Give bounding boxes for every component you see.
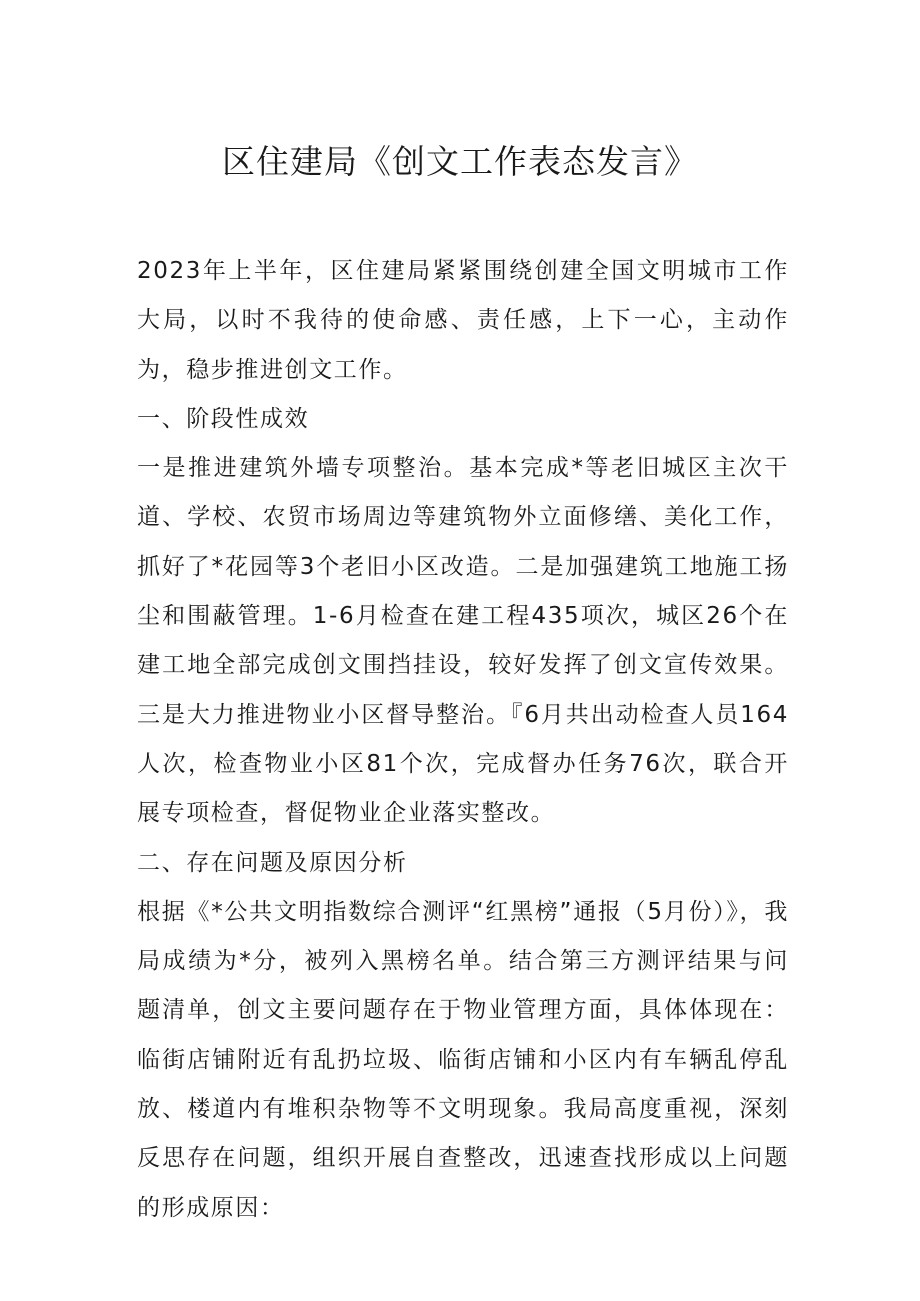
document-title: 区住建局《创文工作表态发言》 xyxy=(222,142,698,181)
achievements-paragraph: 一是推进建筑外墙专项整治。基本完成*等老旧城区主次干道、学校、农贸市场周边等建筑物外立面修缮、美化工作，抓好了*花园等3个老旧小区改造。二是加强建筑工地施工扬尘和围蔽管理。1-6月检查在建工程435项次，城区26个在建工地全部完成创文围挡挂设，较好发挥了创文宣传效果。三是大力推进物业小区督导整治。『6月共出动检查人员164人次，检查物业小区81个次，完成督办任务76次，联合开展专项检查，督促物业企业落实整改。 xyxy=(137,455,789,827)
intro-paragraph: 2023年上半年，区住建局紧紧围绕创建全国文明城市工作大局，以时不我待的使命感、责任感，上下一心，主动作为，稳步推进创文工作。 xyxy=(137,258,789,383)
problems-paragraph: 根据《*公共文明指数综合测评“红黑榜”通报（5月份）》，我局成绩为*分，被列入黑榜名单。结合第三方测评结果与问题清单，创文主要问题存在于物业管理方面，具体体现在：临街店铺附近有乱扔垃圾、临街店铺和小区内有车辆乱停乱放、楼道内有堆积杂物等不文明现象。我局高度重视，深刻反思存在问题，组织开展自查整改，迅速查找形成以上问题的形成原因： xyxy=(137,898,789,1221)
section-heading-problems: 二、存在问题及原因分析 xyxy=(137,849,408,876)
document-body xyxy=(137,247,789,1233)
section-heading-achievements: 一、阶段性成效 xyxy=(137,405,310,432)
